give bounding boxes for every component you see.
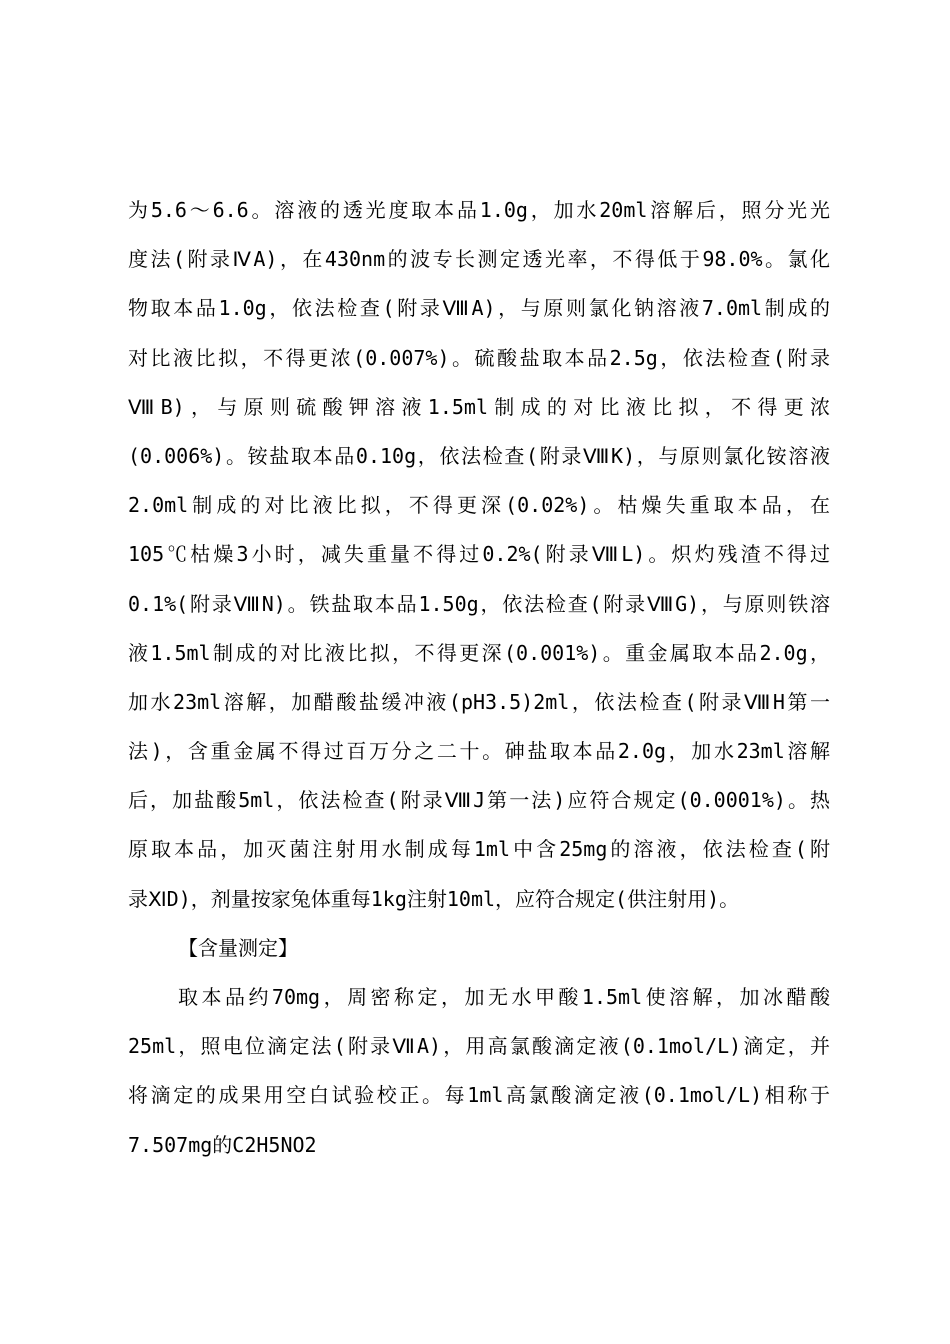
paragraph-impurity-tests [128, 186, 830, 924]
text-line: 105℃枯燥3小时，减失重量不得过0.2%(附录ⅧL)。炽灼残渣不得过 [128, 542, 830, 567]
document-body [128, 186, 830, 1170]
text-line: 后，加盐酸5ml，依法检查(附录ⅧJ第一法)应符合规定(0.0001%)。热 [128, 788, 830, 813]
section-heading: 【含量测定】 [178, 935, 298, 960]
paragraph-assay [128, 973, 830, 1170]
text-line: 度法(附录ⅣA)，在430nm的波专长测定透光率，不得低于98.0%。氯化 [128, 247, 830, 272]
text-line: 液1.5ml制成的对比液比拟，不得更深(0.001%)。重金属取本品2.0g， [128, 640, 830, 665]
text-line: 加水23ml溶解，加醋酸盐缓冲液(pH3.5)2ml，依法检查(附录ⅧH第一 [128, 689, 830, 714]
text-line: 0.1%(附录ⅧN)。铁盐取本品1.50g，依法检查(附录ⅧG)，与原则铁溶 [128, 591, 830, 616]
text-line: 25ml，照电位滴定法(附录ⅦA)，用高氯酸滴定液(0.1mol/L)滴定，并 [128, 1034, 830, 1059]
text-line: 2.0ml制成的对比液比拟，不得更深(0.02%)。枯燥失重取本品，在 [128, 493, 830, 518]
text-line: 法)，含重金属不得过百万分之二十。砷盐取本品2.0g，加水23ml溶解 [128, 739, 830, 764]
text-line: 对比液比拟，不得更浓(0.007%)。硫酸盐取本品2.5g，依法检查(附录 [128, 345, 830, 370]
text-line: 物取本品1.0g，依法检查(附录ⅧA)，与原则氯化钠溶液7.0ml制成的 [128, 296, 830, 321]
text-line: ⅧB)，与原则硫酸钾溶液1.5ml制成的对比液比拟，不得更浓 [128, 394, 830, 419]
text-line: 取本品约70mg，周密称定，加无水甲酸1.5ml使溶解，加冰醋酸 [178, 985, 830, 1009]
text-line: 将滴定的成果用空白试验校正。每1ml高氯酸滴定液(0.1mol/L)相称于 [128, 1083, 830, 1108]
text-line: 原取本品，加灭菌注射用水制成每1ml中含25mg的溶液，依法检查(附 [128, 837, 830, 862]
text-line: 7.507mg的C2H5NO2 [128, 1132, 317, 1157]
text-line: (0.006%)。铵盐取本品0.10g，依法检查(附录ⅧK)，与原则氯化铵溶液 [128, 443, 830, 468]
text-line: 为5.6～6.6。溶液的透光度取本品1.0g，加水20ml溶解后，照分光光 [128, 198, 830, 222]
text-line: 录ⅪD)，剂量按家兔体重每1kg注射10ml，应符合规定(供注射用)。 [128, 886, 740, 911]
